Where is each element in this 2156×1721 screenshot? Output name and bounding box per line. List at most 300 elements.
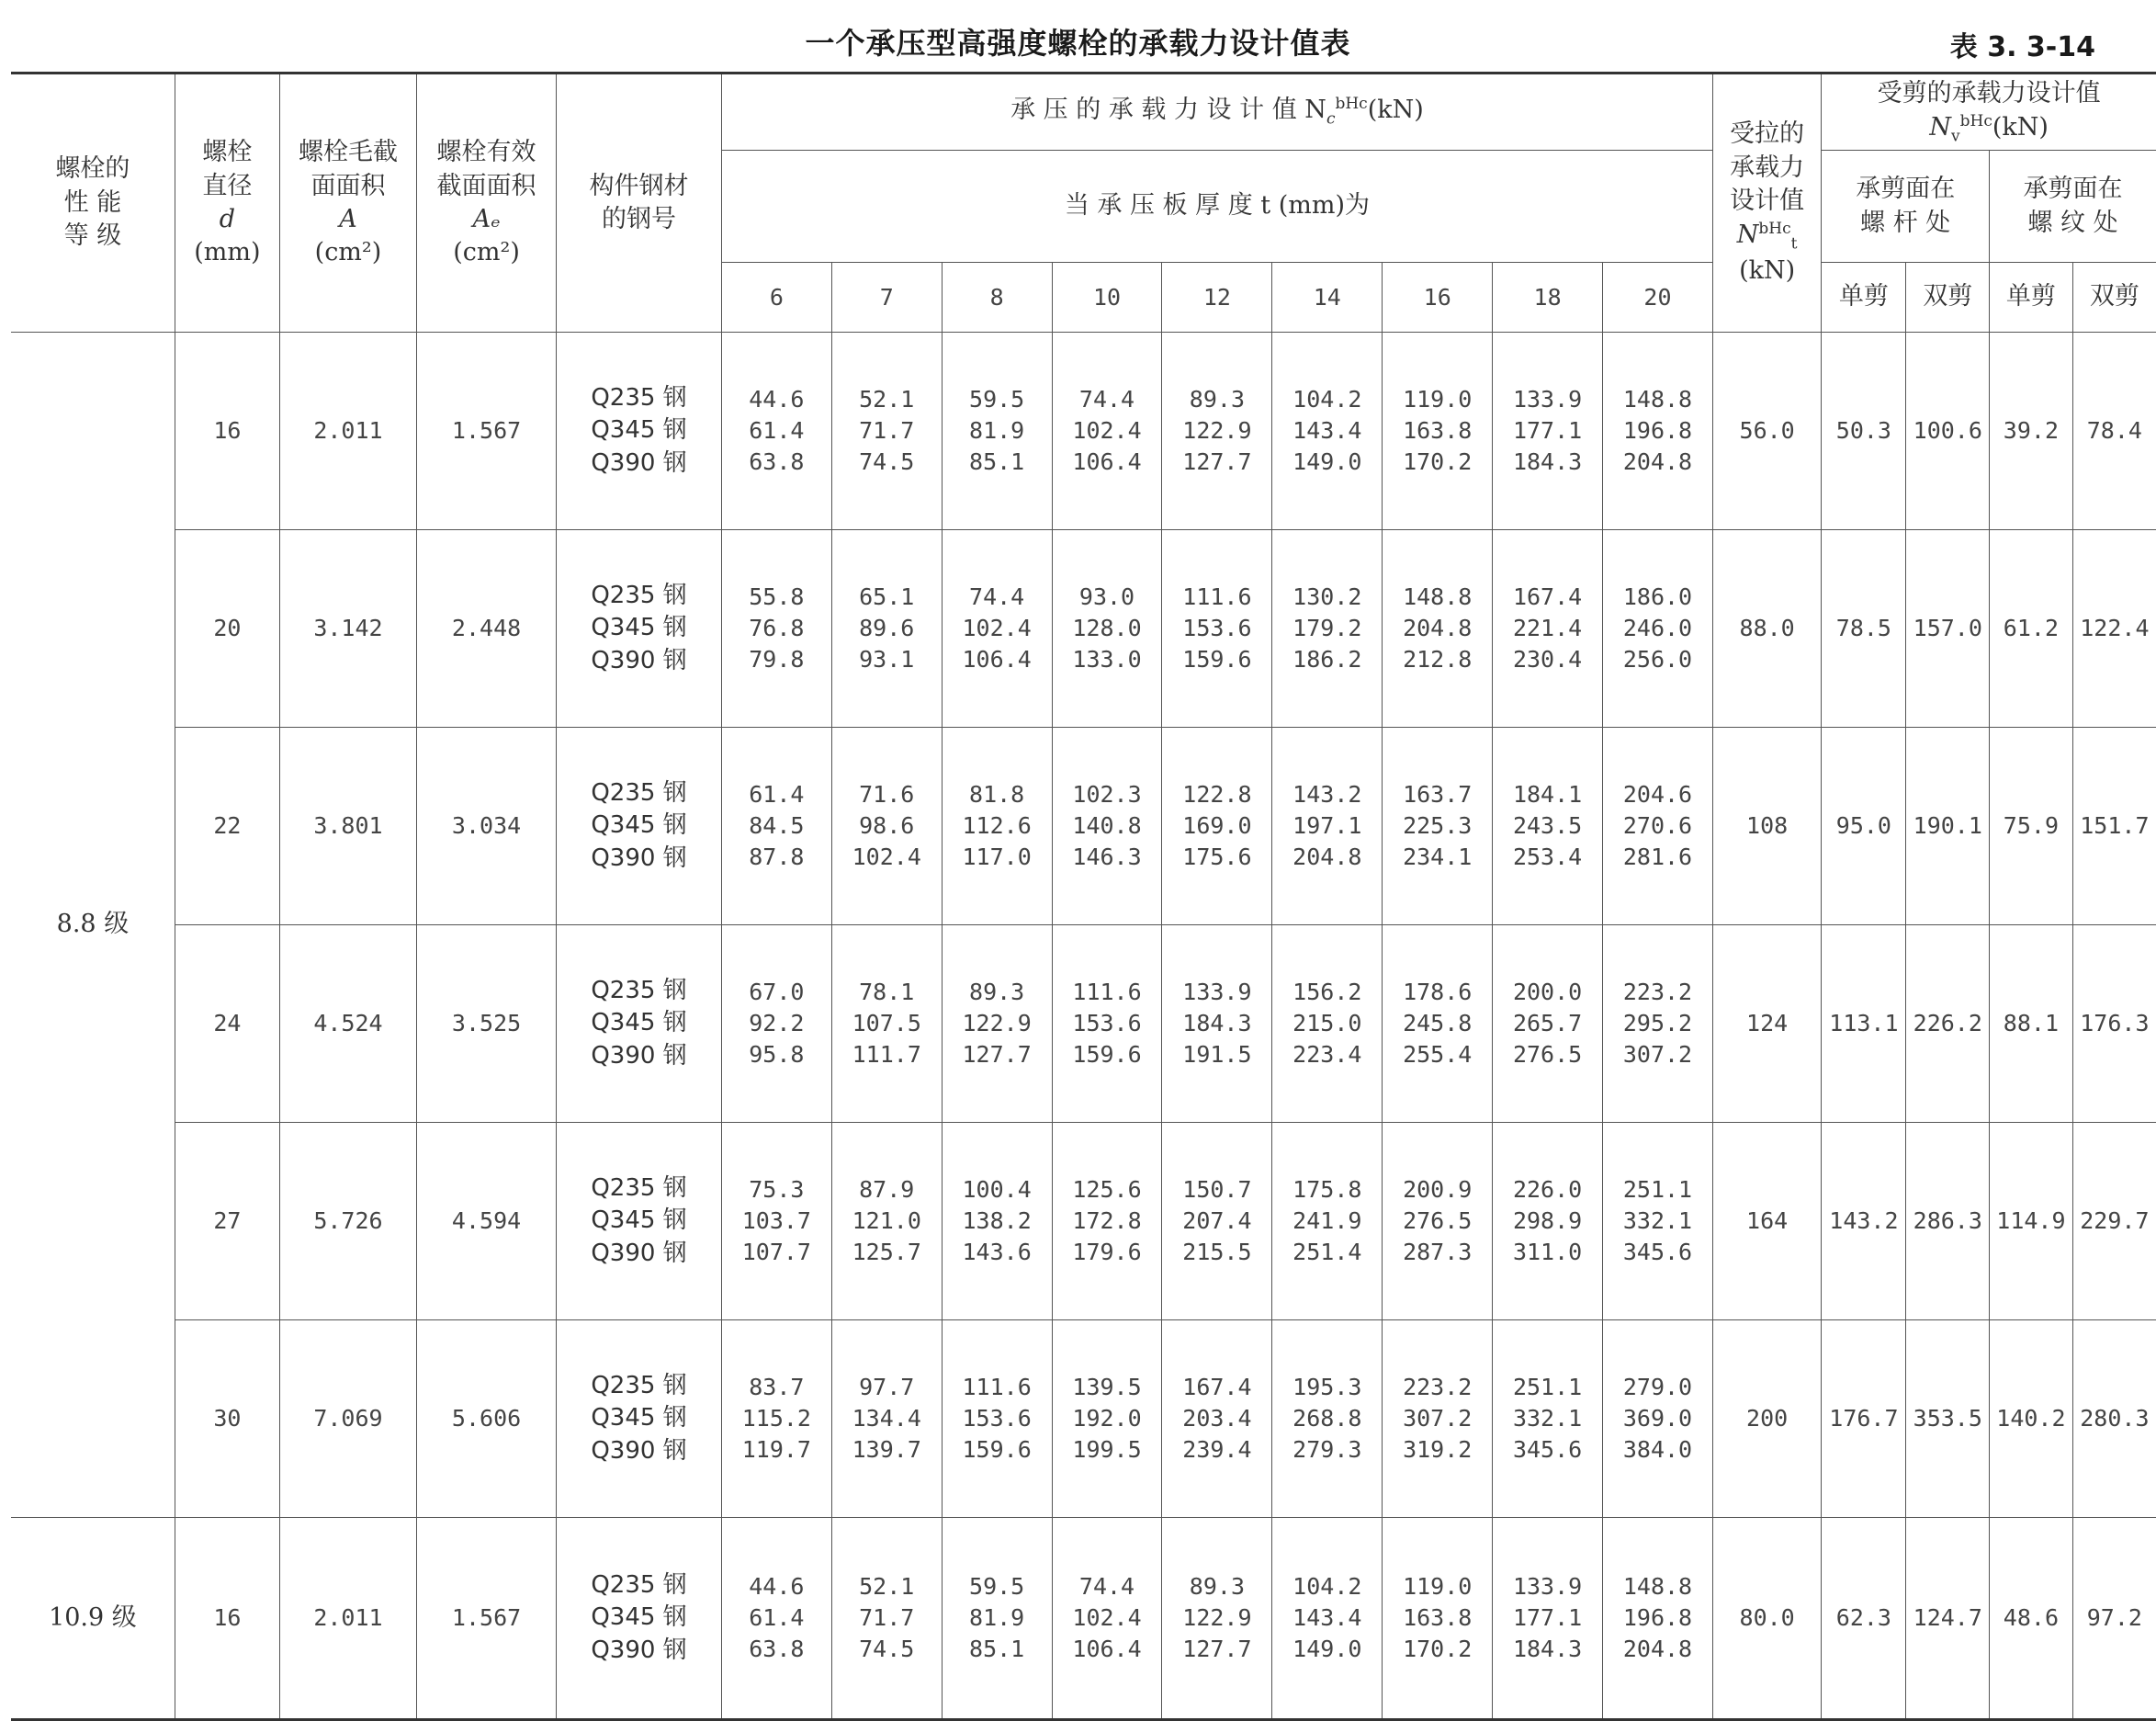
bearing-value: 133.9 (1182, 979, 1252, 1006)
table-number: 表 3. 3-14 (1949, 31, 2095, 63)
gross-area-cell: 5.726 (279, 1123, 416, 1320)
bearing-value: 44.6 (749, 386, 805, 413)
tension-cell: 108 (1712, 728, 1821, 925)
bearing-cell (831, 1320, 942, 1518)
table-row (11, 728, 2156, 925)
bearing-value: 256.0 (1622, 645, 1693, 673)
bearing-cell (1052, 333, 1162, 530)
bearing-cell (942, 1320, 1052, 1518)
table-row (11, 1518, 2156, 1720)
bearing-value: 276.5 (1512, 1040, 1583, 1068)
bearing-value: 55.8 (749, 583, 805, 611)
bearing-value: 84.5 (749, 812, 805, 840)
bearing-cell (831, 925, 942, 1123)
gross-area-cell: 7.069 (279, 1320, 416, 1518)
bearing-cell (1052, 1518, 1162, 1720)
bearing-cell (1162, 333, 1272, 530)
bearing-value: 178.6 (1403, 979, 1473, 1006)
bearing-value: 207.4 (1182, 1207, 1252, 1235)
bearing-value: 81.9 (969, 1604, 1025, 1632)
bearing-value: 143.6 (962, 1238, 1032, 1265)
bearing-value: 119.7 (741, 1435, 811, 1463)
bearing-value: 119.0 (1403, 386, 1473, 413)
steel-grade-cell (557, 530, 722, 728)
bearing-cell (1603, 925, 1713, 1123)
table-row (11, 1320, 2156, 1518)
bearing-cell (1272, 530, 1383, 728)
bearing-value: 255.4 (1403, 1040, 1473, 1068)
bearing-value: 159.6 (962, 1435, 1032, 1463)
bearing-value: 159.6 (1182, 645, 1252, 673)
bearing-value: 195.3 (1292, 1374, 1362, 1401)
bearing-value: 230.4 (1512, 645, 1583, 673)
steel-grade-label: Q235 钢 (591, 1571, 687, 1600)
header-gross-area: 螺栓毛截 面面积 A (cm²) (279, 74, 416, 333)
bearing-value: 223.2 (1622, 979, 1693, 1006)
bearing-cell (1603, 728, 1713, 925)
bearing-value: 89.3 (969, 979, 1025, 1006)
shank-double-cell: 157.0 (1906, 530, 1990, 728)
bearing-value: 163.8 (1403, 417, 1473, 445)
tension-cell: 164 (1712, 1123, 1821, 1320)
bearing-value: 246.0 (1622, 615, 1693, 642)
bearing-value: 170.2 (1403, 447, 1473, 475)
bearing-value: 192.0 (1072, 1405, 1142, 1432)
bearing-value: 153.6 (1072, 1010, 1142, 1037)
bearing-value: 253.4 (1512, 843, 1583, 870)
bearing-value: 170.2 (1403, 1635, 1473, 1662)
header-grade: 螺栓的 性 能 等 级 (11, 74, 175, 333)
thread-single-cell: 48.6 (1990, 1518, 2073, 1720)
bearing-value: 139.5 (1072, 1374, 1142, 1401)
bearing-value: 177.1 (1512, 417, 1583, 445)
bearing-value: 139.7 (852, 1435, 921, 1463)
gross-area-cell: 3.142 (279, 530, 416, 728)
bearing-value: 111.6 (1072, 979, 1142, 1006)
diameter-cell: 30 (175, 1320, 279, 1518)
bearing-value: 61.4 (749, 417, 805, 445)
bearing-value: 87.9 (859, 1176, 915, 1204)
header-thickness-label: 当 承 压 板 厚 度 t (mm)为 (721, 151, 1712, 263)
bearing-value: 74.4 (1078, 386, 1135, 413)
effective-area-cell: 1.567 (417, 333, 557, 530)
bearing-value: 112.6 (962, 812, 1032, 840)
bearing-value: 61.4 (749, 1604, 805, 1632)
bearing-value: 234.1 (1403, 843, 1473, 870)
bearing-value: 159.6 (1072, 1040, 1142, 1068)
gross-area-cell: 4.524 (279, 925, 416, 1123)
bearing-value: 196.8 (1622, 417, 1693, 445)
bearing-value: 215.0 (1292, 1010, 1362, 1037)
page-title: 一个承压型高强度螺栓的承载力设计值表 (805, 26, 1351, 61)
bearing-cell (1052, 1123, 1162, 1320)
bearing-value: 204.8 (1622, 1635, 1693, 1662)
bearing-value: 163.7 (1403, 781, 1473, 809)
table-row (11, 1123, 2156, 1320)
bearing-cell (1272, 728, 1383, 925)
bearing-value: 223.4 (1292, 1040, 1362, 1068)
bearing-value: 221.4 (1512, 615, 1583, 642)
bearing-value: 172.8 (1072, 1207, 1142, 1235)
bearing-value: 107.7 (741, 1238, 811, 1265)
bearing-value: 311.0 (1512, 1238, 1583, 1265)
steel-grade-label: Q390 钢 (591, 1436, 687, 1465)
header-thickness-18: 18 (1493, 263, 1603, 333)
bearing-value: 143.4 (1292, 1604, 1362, 1632)
bearing-value: 127.7 (962, 1040, 1032, 1068)
header-shear-shank-double: 双剪 (1906, 263, 1990, 333)
bearing-value: 122.8 (1182, 781, 1252, 809)
header-thickness-6: 6 (721, 263, 831, 333)
bearing-cell (1603, 1320, 1713, 1518)
bearing-value: 103.7 (741, 1207, 811, 1235)
bearing-value: 175.8 (1292, 1176, 1362, 1204)
bearing-value: 61.4 (749, 781, 805, 809)
steel-grade-cell (557, 925, 722, 1123)
bearing-value: 345.6 (1622, 1238, 1693, 1265)
bearing-value: 140.8 (1072, 812, 1142, 840)
thread-double-cell: 151.7 (2072, 728, 2156, 925)
header-thickness-12: 12 (1162, 263, 1272, 333)
gross-area-cell: 2.011 (279, 333, 416, 530)
bearing-value: 319.2 (1403, 1435, 1473, 1463)
bearing-value: 186.0 (1622, 583, 1693, 611)
bearing-value: 150.7 (1182, 1176, 1252, 1204)
steel-grade-cell (557, 728, 722, 925)
bearing-value: 85.1 (969, 1635, 1025, 1662)
bearing-value: 71.7 (859, 1604, 915, 1632)
bearing-cell (721, 1518, 831, 1720)
bearing-value: 265.7 (1512, 1010, 1583, 1037)
bearing-cell (1162, 1123, 1272, 1320)
bearing-cell (942, 925, 1052, 1123)
steel-grade-label: Q235 钢 (591, 384, 687, 413)
thread-single-cell: 88.1 (1990, 925, 2073, 1123)
steel-grade-label: Q345 钢 (591, 614, 687, 642)
bearing-cell (1493, 1518, 1603, 1720)
bearing-value: 63.8 (749, 1635, 805, 1662)
bearing-value: 125.7 (852, 1238, 921, 1265)
header-diameter: 螺栓 直径 d (mm) (175, 74, 279, 333)
bearing-value: 153.6 (962, 1405, 1032, 1432)
shank-double-cell: 353.5 (1906, 1320, 1990, 1518)
bearing-cell (1272, 1518, 1383, 1720)
steel-grade-label: Q345 钢 (591, 811, 687, 840)
steel-grade-label: Q390 钢 (591, 1239, 687, 1267)
bearing-cell (1493, 728, 1603, 925)
shank-single-cell: 50.3 (1822, 333, 1906, 530)
bearing-value: 270.6 (1622, 812, 1693, 840)
bearing-value: 74.4 (969, 583, 1025, 611)
bearing-value: 384.0 (1622, 1435, 1693, 1463)
bearing-cell (942, 333, 1052, 530)
bearing-value: 95.8 (749, 1040, 805, 1068)
effective-area-cell: 3.525 (417, 925, 557, 1123)
steel-grade-cell (557, 1320, 722, 1518)
shank-double-cell: 190.1 (1906, 728, 1990, 925)
bearing-cell (1272, 1320, 1383, 1518)
bearing-value: 93.0 (1078, 583, 1135, 611)
bearing-cell (1603, 333, 1713, 530)
bearing-value: 225.3 (1403, 812, 1473, 840)
bearing-cell (1162, 728, 1272, 925)
table-row (11, 530, 2156, 728)
bearing-value: 121.0 (852, 1207, 921, 1235)
bearing-value: 65.1 (859, 583, 915, 611)
bearing-cell (1383, 530, 1493, 728)
header-effective-area: 螺栓有效 截面面积 Aₑ (cm²) (417, 74, 557, 333)
steel-grade-label: Q390 钢 (591, 448, 687, 477)
bearing-value: 83.7 (749, 1374, 805, 1401)
bearing-cell (721, 1123, 831, 1320)
thread-single-cell: 61.2 (1990, 530, 2073, 728)
gross-area-cell: 3.801 (279, 728, 416, 925)
steel-grade-label: Q390 钢 (591, 844, 687, 872)
shank-single-cell: 95.0 (1822, 728, 1906, 925)
bearing-value: 345.6 (1512, 1435, 1583, 1463)
bearing-value: 102.4 (1072, 417, 1142, 445)
header-shear-shank-single: 单剪 (1822, 263, 1906, 333)
bearing-value: 111.7 (852, 1040, 921, 1068)
steel-grade-label: Q345 钢 (591, 1603, 687, 1632)
bearing-value: 106.4 (1072, 1635, 1142, 1662)
tension-cell: 56.0 (1712, 333, 1821, 530)
bearing-value: 191.5 (1182, 1040, 1252, 1068)
bearing-value: 127.7 (1182, 447, 1252, 475)
bearing-cell (1493, 925, 1603, 1123)
bearing-value: 106.4 (1072, 447, 1142, 475)
bearing-value: 122.9 (1182, 417, 1252, 445)
thread-double-cell: 229.7 (2072, 1123, 2156, 1320)
bearing-cell (1603, 1518, 1713, 1720)
bearing-value: 102.4 (962, 615, 1032, 642)
bearing-value: 59.5 (969, 386, 1025, 413)
bearing-value: 298.9 (1512, 1207, 1583, 1235)
bearing-value: 122.9 (962, 1010, 1032, 1037)
bearing-cell (1383, 728, 1493, 925)
bearing-value: 89.3 (1189, 386, 1246, 413)
bearing-value: 81.8 (969, 781, 1025, 809)
thread-double-cell: 280.3 (2072, 1320, 2156, 1518)
bearing-value: 268.8 (1292, 1405, 1362, 1432)
bearing-value: 134.4 (852, 1405, 921, 1432)
bearing-value: 74.4 (1078, 1573, 1135, 1601)
steel-grade-label: Q390 钢 (591, 1636, 687, 1664)
header-thickness-8: 8 (942, 263, 1052, 333)
steel-grade-label: Q345 钢 (591, 1404, 687, 1432)
bearing-value: 149.0 (1292, 1635, 1362, 1662)
effective-area-cell: 3.034 (417, 728, 557, 925)
bearing-value: 133.9 (1512, 386, 1583, 413)
bearing-value: 102.3 (1072, 781, 1142, 809)
bearing-cell (831, 530, 942, 728)
shank-single-cell: 62.3 (1822, 1518, 1906, 1720)
diameter-cell: 16 (175, 333, 279, 530)
bearing-value: 200.0 (1512, 979, 1583, 1006)
bearing-value: 146.3 (1072, 843, 1142, 870)
bearing-value: 200.9 (1403, 1176, 1473, 1204)
bearing-value: 167.4 (1512, 583, 1583, 611)
bearing-value: 199.5 (1072, 1435, 1142, 1463)
bearing-value: 76.8 (749, 615, 805, 642)
steel-grade-cell (557, 1123, 722, 1320)
tension-cell: 124 (1712, 925, 1821, 1123)
effective-area-cell: 1.567 (417, 1518, 557, 1720)
bearing-value: 307.2 (1622, 1040, 1693, 1068)
bearing-value: 122.9 (1182, 1604, 1252, 1632)
bearing-value: 100.4 (962, 1176, 1032, 1204)
bearing-cell (1383, 1320, 1493, 1518)
bearing-cell (942, 1123, 1052, 1320)
diameter-cell: 22 (175, 728, 279, 925)
bearing-value: 281.6 (1622, 843, 1693, 870)
effective-area-cell: 4.594 (417, 1123, 557, 1320)
bearing-value: 81.9 (969, 417, 1025, 445)
tension-cell: 88.0 (1712, 530, 1821, 728)
bearing-value: 133.9 (1512, 1573, 1583, 1601)
bearing-cell (942, 530, 1052, 728)
bearing-value: 127.7 (1182, 1635, 1252, 1662)
bearing-cell (1052, 728, 1162, 925)
bearing-value: 149.0 (1292, 447, 1362, 475)
bearing-value: 184.3 (1512, 1635, 1583, 1662)
bearing-value: 71.7 (859, 417, 915, 445)
bearing-value: 74.5 (859, 1635, 915, 1662)
steel-grade-cell (557, 1518, 722, 1720)
bearing-value: 85.1 (969, 447, 1025, 475)
header-shear-group: 受剪的承载力设计值 $N_v^{bHc}(kN)$ (1822, 74, 2156, 151)
bearing-value: 251.1 (1512, 1374, 1583, 1401)
bearing-cell (1162, 530, 1272, 728)
bearing-value: 125.6 (1072, 1176, 1142, 1204)
bearing-value: 369.0 (1622, 1405, 1693, 1432)
bearing-value: 179.6 (1072, 1238, 1142, 1265)
bearing-cell (942, 1518, 1052, 1720)
shank-single-cell: 113.1 (1822, 925, 1906, 1123)
bearing-value: 153.6 (1182, 615, 1252, 642)
bearing-cell (831, 1123, 942, 1320)
bearing-cell (1493, 1320, 1603, 1518)
tension-cell: 200 (1712, 1320, 1821, 1518)
bearing-value: 196.8 (1622, 1604, 1693, 1632)
bearing-cell (1383, 333, 1493, 530)
bearing-value: 279.3 (1292, 1435, 1362, 1463)
bearing-value: 130.2 (1292, 583, 1362, 611)
bearing-cell (1052, 1320, 1162, 1518)
header-shear-thread-double: 双剪 (2072, 263, 2156, 333)
effective-area-cell: 2.448 (417, 530, 557, 728)
table-row (11, 333, 2156, 530)
effective-area-cell: 5.606 (417, 1320, 557, 1518)
bearing-value: 332.1 (1512, 1405, 1583, 1432)
bearing-value: 215.5 (1182, 1238, 1252, 1265)
bearing-value: 52.1 (859, 1573, 915, 1601)
steel-grade-label: Q235 钢 (591, 1372, 687, 1400)
bearing-value: 97.7 (859, 1374, 915, 1401)
bearing-cell (721, 333, 831, 530)
bearing-cell (831, 728, 942, 925)
bearing-value: 241.9 (1292, 1207, 1362, 1235)
bearing-value: 223.2 (1403, 1374, 1473, 1401)
bearing-cell (1493, 333, 1603, 530)
bearing-value: 104.2 (1292, 1573, 1362, 1601)
bearing-value: 111.6 (962, 1374, 1032, 1401)
bearing-value: 106.4 (962, 645, 1032, 673)
bearing-value: 138.2 (962, 1207, 1032, 1235)
shank-double-cell: 286.3 (1906, 1123, 1990, 1320)
bearing-value: 239.4 (1182, 1435, 1252, 1463)
diameter-cell: 27 (175, 1123, 279, 1320)
thread-single-cell: 140.2 (1990, 1320, 2073, 1518)
bearing-value: 148.8 (1622, 386, 1693, 413)
gross-area-cell: 2.011 (279, 1518, 416, 1720)
header-steel: 构件钢材 的钢号 (557, 74, 722, 333)
bearing-value: 89.3 (1189, 1573, 1246, 1601)
bearing-value: 74.5 (859, 447, 915, 475)
tension-cell: 80.0 (1712, 1518, 1821, 1720)
bearing-value: 79.8 (749, 645, 805, 673)
bearing-value: 63.8 (749, 447, 805, 475)
bearing-cell (1603, 530, 1713, 728)
bearing-value: 133.0 (1072, 645, 1142, 673)
bearing-value: 276.5 (1403, 1207, 1473, 1235)
bearing-value: 156.2 (1292, 979, 1362, 1006)
header-thickness-7: 7 (831, 263, 942, 333)
bearing-value: 98.6 (859, 812, 915, 840)
header-shear-thread: 承剪面在 螺 纹 处 (1990, 151, 2156, 263)
bearing-cell (1383, 925, 1493, 1123)
bearing-cell (721, 728, 831, 925)
bearing-value: 184.3 (1512, 447, 1583, 475)
bearing-value: 279.0 (1622, 1374, 1693, 1401)
bearing-value: 148.8 (1403, 583, 1473, 611)
thread-double-cell: 176.3 (2072, 925, 2156, 1123)
bearing-value: 67.0 (749, 979, 805, 1006)
bearing-cell (1272, 333, 1383, 530)
steel-grade-label: Q345 钢 (591, 1009, 687, 1037)
bearing-value: 102.4 (1072, 1604, 1142, 1632)
thread-single-cell: 75.9 (1990, 728, 2073, 925)
bearing-value: 204.6 (1622, 781, 1693, 809)
bolt-capacity-table (11, 72, 2156, 1721)
bearing-cell (1383, 1518, 1493, 1720)
bearing-cell (721, 1320, 831, 1518)
header-shear-thread-single: 单剪 (1990, 263, 2073, 333)
bearing-cell (1272, 925, 1383, 1123)
bearing-cell (721, 530, 831, 728)
bearing-value: 143.2 (1292, 781, 1362, 809)
thread-double-cell: 78.4 (2072, 333, 2156, 530)
bearing-value: 179.2 (1292, 615, 1362, 642)
bearing-value: 204.8 (1292, 843, 1362, 870)
bearing-cell (831, 1518, 942, 1720)
bearing-cell (1272, 1123, 1383, 1320)
bearing-value: 184.3 (1182, 1010, 1252, 1037)
bearing-value: 52.1 (859, 386, 915, 413)
grade-cell: 8.8 级 (11, 333, 175, 1518)
thread-double-cell: 122.4 (2072, 530, 2156, 728)
steel-grade-label: Q235 钢 (591, 1174, 687, 1203)
bearing-value: 243.5 (1512, 812, 1583, 840)
steel-grade-label: Q345 钢 (591, 1206, 687, 1235)
bearing-value: 251.4 (1292, 1238, 1362, 1265)
header-bearing-group: 承 压 的 承 载 力 设 计 值 $N_c^{bHc}(kN)$ (721, 74, 1712, 151)
bearing-value: 251.1 (1622, 1176, 1693, 1204)
bearing-value: 59.5 (969, 1573, 1025, 1601)
table-row (11, 925, 2156, 1123)
shank-single-cell: 176.7 (1822, 1320, 1906, 1518)
bearing-cell (1052, 530, 1162, 728)
